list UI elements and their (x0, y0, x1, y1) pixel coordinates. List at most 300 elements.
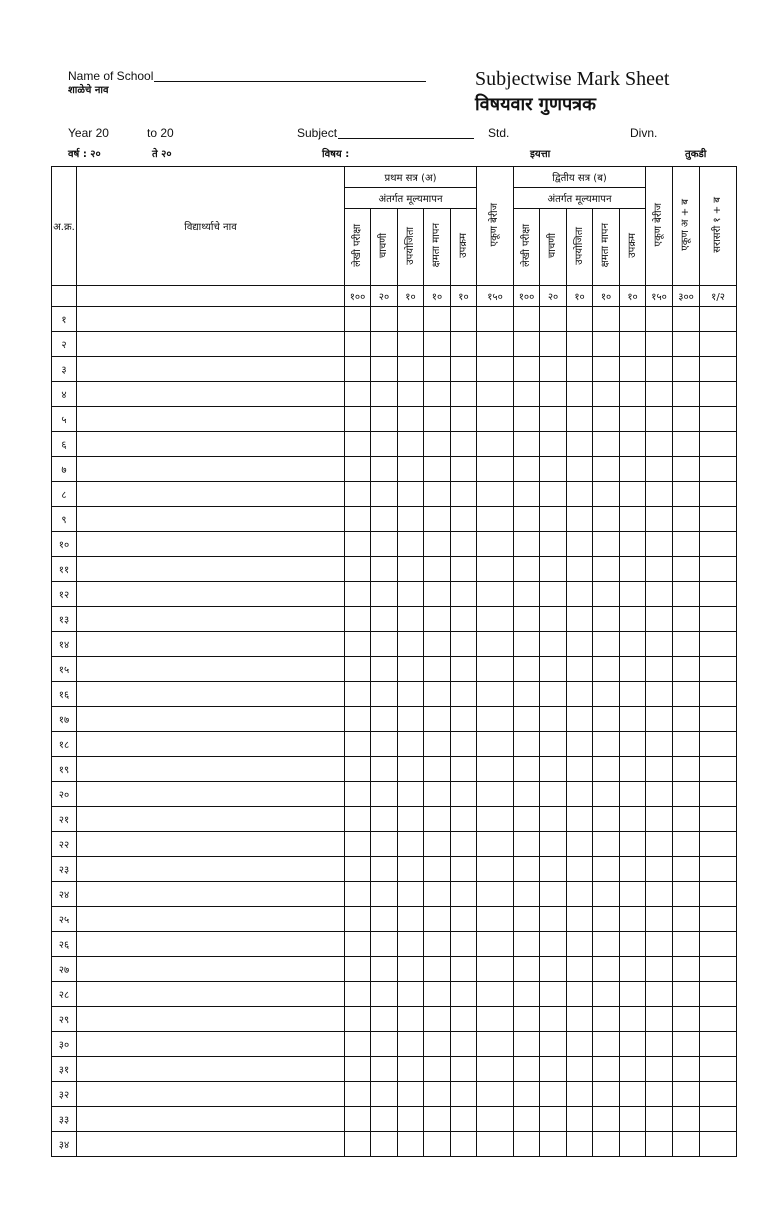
mark-cell[interactable] (593, 357, 620, 382)
mark-cell[interactable] (593, 907, 620, 932)
mark-cell[interactable] (424, 307, 451, 332)
mark-cell[interactable] (514, 1032, 540, 1057)
mark-cell[interactable] (620, 407, 646, 432)
mark-cell[interactable] (424, 882, 451, 907)
mark-cell[interactable] (477, 507, 514, 532)
mark-cell[interactable] (477, 582, 514, 607)
mark-cell[interactable] (646, 857, 673, 882)
mark-cell[interactable] (567, 1132, 593, 1157)
mark-cell[interactable] (540, 557, 567, 582)
mark-cell[interactable] (620, 532, 646, 557)
mark-cell[interactable] (477, 907, 514, 932)
mark-cell[interactable] (593, 557, 620, 582)
mark-cell[interactable] (700, 457, 737, 482)
mark-cell[interactable] (620, 432, 646, 457)
mark-cell[interactable] (451, 1032, 477, 1057)
mark-cell[interactable] (700, 482, 737, 507)
mark-cell[interactable] (398, 882, 424, 907)
mark-cell[interactable] (567, 632, 593, 657)
mark-cell[interactable] (477, 407, 514, 432)
mark-cell[interactable] (567, 757, 593, 782)
mark-cell[interactable] (451, 907, 477, 932)
mark-cell[interactable] (593, 657, 620, 682)
mark-cell[interactable] (371, 907, 398, 932)
mark-cell[interactable] (345, 732, 371, 757)
mark-cell[interactable] (398, 1132, 424, 1157)
mark-cell[interactable] (424, 357, 451, 382)
mark-cell[interactable] (540, 982, 567, 1007)
mark-cell[interactable] (514, 782, 540, 807)
mark-cell[interactable] (451, 682, 477, 707)
mark-cell[interactable] (371, 982, 398, 1007)
mark-cell[interactable] (424, 507, 451, 532)
student-name-cell[interactable] (77, 732, 345, 757)
mark-cell[interactable] (620, 307, 646, 332)
mark-cell[interactable] (646, 832, 673, 857)
mark-cell[interactable] (700, 982, 737, 1007)
mark-cell[interactable] (451, 932, 477, 957)
mark-cell[interactable] (673, 1082, 700, 1107)
mark-cell[interactable] (371, 407, 398, 432)
mark-cell[interactable] (593, 507, 620, 532)
mark-cell[interactable] (593, 757, 620, 782)
mark-cell[interactable] (673, 307, 700, 332)
mark-cell[interactable] (567, 732, 593, 757)
mark-cell[interactable] (540, 707, 567, 732)
mark-cell[interactable] (424, 1007, 451, 1032)
mark-cell[interactable] (514, 807, 540, 832)
mark-cell[interactable] (451, 557, 477, 582)
mark-cell[interactable] (593, 432, 620, 457)
mark-cell[interactable] (540, 732, 567, 757)
mark-cell[interactable] (700, 857, 737, 882)
mark-cell[interactable] (477, 557, 514, 582)
mark-cell[interactable] (345, 557, 371, 582)
mark-cell[interactable] (673, 357, 700, 382)
mark-cell[interactable] (646, 1057, 673, 1082)
mark-cell[interactable] (451, 832, 477, 857)
student-name-cell[interactable] (77, 632, 345, 657)
mark-cell[interactable] (451, 407, 477, 432)
mark-cell[interactable] (371, 657, 398, 682)
mark-cell[interactable] (567, 1057, 593, 1082)
mark-cell[interactable] (451, 1132, 477, 1157)
mark-cell[interactable] (673, 632, 700, 657)
mark-cell[interactable] (477, 782, 514, 807)
mark-cell[interactable] (646, 332, 673, 357)
mark-cell[interactable] (593, 707, 620, 732)
mark-cell[interactable] (646, 607, 673, 632)
mark-cell[interactable] (646, 632, 673, 657)
mark-cell[interactable] (593, 1057, 620, 1082)
mark-cell[interactable] (700, 407, 737, 432)
mark-cell[interactable] (646, 1107, 673, 1132)
student-name-cell[interactable] (77, 657, 345, 682)
mark-cell[interactable] (451, 882, 477, 907)
mark-cell[interactable] (398, 1082, 424, 1107)
mark-cell[interactable] (620, 382, 646, 407)
mark-cell[interactable] (345, 307, 371, 332)
mark-cell[interactable] (398, 557, 424, 582)
mark-cell[interactable] (345, 957, 371, 982)
mark-cell[interactable] (593, 732, 620, 757)
mark-cell[interactable] (424, 632, 451, 657)
mark-cell[interactable] (673, 582, 700, 607)
mark-cell[interactable] (514, 457, 540, 482)
mark-cell[interactable] (620, 582, 646, 607)
student-name-cell[interactable] (77, 1132, 345, 1157)
mark-cell[interactable] (646, 407, 673, 432)
mark-cell[interactable] (620, 682, 646, 707)
mark-cell[interactable] (567, 807, 593, 832)
student-name-cell[interactable] (77, 807, 345, 832)
mark-cell[interactable] (424, 832, 451, 857)
mark-cell[interactable] (540, 832, 567, 857)
mark-cell[interactable] (451, 732, 477, 757)
mark-cell[interactable] (371, 757, 398, 782)
mark-cell[interactable] (700, 957, 737, 982)
mark-cell[interactable] (514, 632, 540, 657)
mark-cell[interactable] (424, 732, 451, 757)
student-name-cell[interactable] (77, 307, 345, 332)
mark-cell[interactable] (646, 957, 673, 982)
mark-cell[interactable] (514, 582, 540, 607)
mark-cell[interactable] (451, 307, 477, 332)
mark-cell[interactable] (345, 407, 371, 432)
mark-cell[interactable] (567, 857, 593, 882)
mark-cell[interactable] (371, 682, 398, 707)
mark-cell[interactable] (477, 607, 514, 632)
mark-cell[interactable] (700, 682, 737, 707)
mark-cell[interactable] (398, 932, 424, 957)
mark-cell[interactable] (514, 932, 540, 957)
mark-cell[interactable] (700, 1032, 737, 1057)
mark-cell[interactable] (646, 357, 673, 382)
mark-cell[interactable] (398, 607, 424, 632)
mark-cell[interactable] (567, 657, 593, 682)
mark-cell[interactable] (700, 582, 737, 607)
mark-cell[interactable] (398, 482, 424, 507)
mark-cell[interactable] (540, 782, 567, 807)
mark-cell[interactable] (540, 432, 567, 457)
mark-cell[interactable] (514, 857, 540, 882)
mark-cell[interactable] (451, 507, 477, 532)
mark-cell[interactable] (477, 357, 514, 382)
mark-cell[interactable] (673, 832, 700, 857)
mark-cell[interactable] (514, 657, 540, 682)
mark-cell[interactable] (514, 682, 540, 707)
mark-cell[interactable] (424, 582, 451, 607)
student-name-cell[interactable] (77, 357, 345, 382)
mark-cell[interactable] (620, 832, 646, 857)
student-name-cell[interactable] (77, 832, 345, 857)
mark-cell[interactable] (451, 1057, 477, 1082)
mark-cell[interactable] (646, 757, 673, 782)
mark-cell[interactable] (593, 882, 620, 907)
mark-cell[interactable] (567, 457, 593, 482)
mark-cell[interactable] (673, 857, 700, 882)
mark-cell[interactable] (620, 982, 646, 1007)
student-name-cell[interactable] (77, 1107, 345, 1132)
mark-cell[interactable] (424, 932, 451, 957)
mark-cell[interactable] (424, 707, 451, 732)
mark-cell[interactable] (345, 707, 371, 732)
mark-cell[interactable] (398, 982, 424, 1007)
mark-cell[interactable] (593, 1132, 620, 1157)
mark-cell[interactable] (540, 357, 567, 382)
mark-cell[interactable] (540, 507, 567, 532)
mark-cell[interactable] (451, 582, 477, 607)
mark-cell[interactable] (567, 682, 593, 707)
mark-cell[interactable] (567, 1107, 593, 1132)
mark-cell[interactable] (371, 332, 398, 357)
mark-cell[interactable] (593, 457, 620, 482)
mark-cell[interactable] (398, 432, 424, 457)
student-name-cell[interactable] (77, 582, 345, 607)
mark-cell[interactable] (593, 1032, 620, 1057)
mark-cell[interactable] (371, 307, 398, 332)
mark-cell[interactable] (514, 907, 540, 932)
mark-cell[interactable] (540, 1132, 567, 1157)
mark-cell[interactable] (477, 457, 514, 482)
mark-cell[interactable] (424, 482, 451, 507)
mark-cell[interactable] (540, 332, 567, 357)
mark-cell[interactable] (451, 757, 477, 782)
mark-cell[interactable] (371, 1082, 398, 1107)
student-name-cell[interactable] (77, 757, 345, 782)
mark-cell[interactable] (451, 607, 477, 632)
mark-cell[interactable] (451, 857, 477, 882)
mark-cell[interactable] (477, 1082, 514, 1107)
mark-cell[interactable] (345, 782, 371, 807)
mark-cell[interactable] (345, 657, 371, 682)
student-name-cell[interactable] (77, 907, 345, 932)
mark-cell[interactable] (700, 332, 737, 357)
mark-cell[interactable] (593, 582, 620, 607)
mark-cell[interactable] (540, 882, 567, 907)
mark-cell[interactable] (540, 1032, 567, 1057)
mark-cell[interactable] (477, 682, 514, 707)
mark-cell[interactable] (620, 857, 646, 882)
mark-cell[interactable] (620, 1082, 646, 1107)
mark-cell[interactable] (700, 907, 737, 932)
mark-cell[interactable] (620, 1032, 646, 1057)
mark-cell[interactable] (540, 407, 567, 432)
school-name-line[interactable] (154, 81, 426, 82)
mark-cell[interactable] (540, 482, 567, 507)
mark-cell[interactable] (593, 982, 620, 1007)
mark-cell[interactable] (371, 882, 398, 907)
mark-cell[interactable] (345, 932, 371, 957)
mark-cell[interactable] (424, 657, 451, 682)
mark-cell[interactable] (700, 1007, 737, 1032)
student-name-cell[interactable] (77, 1032, 345, 1057)
mark-cell[interactable] (371, 482, 398, 507)
mark-cell[interactable] (593, 532, 620, 557)
mark-cell[interactable] (700, 1107, 737, 1132)
mark-cell[interactable] (673, 732, 700, 757)
mark-cell[interactable] (371, 832, 398, 857)
mark-cell[interactable] (514, 957, 540, 982)
mark-cell[interactable] (477, 1032, 514, 1057)
mark-cell[interactable] (567, 957, 593, 982)
mark-cell[interactable] (345, 482, 371, 507)
mark-cell[interactable] (646, 732, 673, 757)
mark-cell[interactable] (345, 682, 371, 707)
mark-cell[interactable] (620, 907, 646, 932)
student-name-cell[interactable] (77, 1007, 345, 1032)
mark-cell[interactable] (345, 607, 371, 632)
mark-cell[interactable] (646, 682, 673, 707)
student-name-cell[interactable] (77, 882, 345, 907)
mark-cell[interactable] (673, 932, 700, 957)
mark-cell[interactable] (451, 632, 477, 657)
mark-cell[interactable] (514, 882, 540, 907)
mark-cell[interactable] (477, 482, 514, 507)
mark-cell[interactable] (371, 782, 398, 807)
mark-cell[interactable] (424, 682, 451, 707)
mark-cell[interactable] (451, 457, 477, 482)
mark-cell[interactable] (567, 532, 593, 557)
mark-cell[interactable] (593, 1107, 620, 1132)
mark-cell[interactable] (345, 457, 371, 482)
mark-cell[interactable] (424, 982, 451, 1007)
mark-cell[interactable] (540, 632, 567, 657)
mark-cell[interactable] (620, 332, 646, 357)
mark-cell[interactable] (567, 482, 593, 507)
mark-cell[interactable] (646, 532, 673, 557)
mark-cell[interactable] (673, 1007, 700, 1032)
mark-cell[interactable] (477, 957, 514, 982)
student-name-cell[interactable] (77, 482, 345, 507)
student-name-cell[interactable] (77, 982, 345, 1007)
mark-cell[interactable] (477, 982, 514, 1007)
mark-cell[interactable] (451, 382, 477, 407)
student-name-cell[interactable] (77, 457, 345, 482)
mark-cell[interactable] (345, 882, 371, 907)
mark-cell[interactable] (700, 832, 737, 857)
mark-cell[interactable] (424, 907, 451, 932)
mark-cell[interactable] (345, 332, 371, 357)
mark-cell[interactable] (700, 607, 737, 632)
mark-cell[interactable] (371, 707, 398, 732)
mark-cell[interactable] (620, 782, 646, 807)
mark-cell[interactable] (371, 1132, 398, 1157)
mark-cell[interactable] (424, 957, 451, 982)
mark-cell[interactable] (477, 832, 514, 857)
mark-cell[interactable] (345, 1057, 371, 1082)
mark-cell[interactable] (424, 457, 451, 482)
mark-cell[interactable] (371, 607, 398, 632)
mark-cell[interactable] (646, 932, 673, 957)
student-name-cell[interactable] (77, 607, 345, 632)
mark-cell[interactable] (620, 1107, 646, 1132)
mark-cell[interactable] (371, 932, 398, 957)
mark-cell[interactable] (593, 682, 620, 707)
mark-cell[interactable] (540, 607, 567, 632)
mark-cell[interactable] (673, 957, 700, 982)
mark-cell[interactable] (700, 1132, 737, 1157)
mark-cell[interactable] (540, 657, 567, 682)
mark-cell[interactable] (567, 407, 593, 432)
mark-cell[interactable] (673, 1132, 700, 1157)
mark-cell[interactable] (477, 382, 514, 407)
student-name-cell[interactable] (77, 507, 345, 532)
mark-cell[interactable] (673, 807, 700, 832)
mark-cell[interactable] (371, 807, 398, 832)
mark-cell[interactable] (540, 582, 567, 607)
mark-cell[interactable] (567, 832, 593, 857)
mark-cell[interactable] (451, 957, 477, 982)
mark-cell[interactable] (345, 507, 371, 532)
mark-cell[interactable] (345, 982, 371, 1007)
mark-cell[interactable] (567, 607, 593, 632)
mark-cell[interactable] (398, 632, 424, 657)
mark-cell[interactable] (451, 1082, 477, 1107)
mark-cell[interactable] (620, 957, 646, 982)
mark-cell[interactable] (593, 382, 620, 407)
mark-cell[interactable] (514, 1007, 540, 1032)
mark-cell[interactable] (540, 907, 567, 932)
mark-cell[interactable] (514, 1107, 540, 1132)
mark-cell[interactable] (700, 632, 737, 657)
mark-cell[interactable] (514, 732, 540, 757)
mark-cell[interactable] (567, 932, 593, 957)
mark-cell[interactable] (700, 782, 737, 807)
mark-cell[interactable] (620, 557, 646, 582)
mark-cell[interactable] (646, 907, 673, 932)
mark-cell[interactable] (646, 982, 673, 1007)
mark-cell[interactable] (398, 707, 424, 732)
mark-cell[interactable] (451, 482, 477, 507)
mark-cell[interactable] (477, 657, 514, 682)
mark-cell[interactable] (540, 1107, 567, 1132)
mark-cell[interactable] (398, 807, 424, 832)
mark-cell[interactable] (673, 382, 700, 407)
mark-cell[interactable] (424, 407, 451, 432)
mark-cell[interactable] (673, 457, 700, 482)
mark-cell[interactable] (567, 307, 593, 332)
mark-cell[interactable] (451, 532, 477, 557)
mark-cell[interactable] (646, 1082, 673, 1107)
mark-cell[interactable] (451, 807, 477, 832)
mark-cell[interactable] (345, 1032, 371, 1057)
mark-cell[interactable] (371, 1032, 398, 1057)
mark-cell[interactable] (673, 532, 700, 557)
mark-cell[interactable] (424, 757, 451, 782)
mark-cell[interactable] (567, 432, 593, 457)
mark-cell[interactable] (540, 857, 567, 882)
mark-cell[interactable] (646, 1132, 673, 1157)
mark-cell[interactable] (620, 757, 646, 782)
mark-cell[interactable] (700, 1082, 737, 1107)
mark-cell[interactable] (646, 482, 673, 507)
mark-cell[interactable] (593, 632, 620, 657)
mark-cell[interactable] (673, 1057, 700, 1082)
mark-cell[interactable] (345, 532, 371, 557)
mark-cell[interactable] (398, 532, 424, 557)
mark-cell[interactable] (345, 582, 371, 607)
mark-cell[interactable] (424, 607, 451, 632)
mark-cell[interactable] (673, 682, 700, 707)
student-name-cell[interactable] (77, 407, 345, 432)
mark-cell[interactable] (673, 657, 700, 682)
mark-cell[interactable] (593, 407, 620, 432)
mark-cell[interactable] (673, 907, 700, 932)
mark-cell[interactable] (477, 632, 514, 657)
mark-cell[interactable] (477, 1132, 514, 1157)
mark-cell[interactable] (477, 732, 514, 757)
